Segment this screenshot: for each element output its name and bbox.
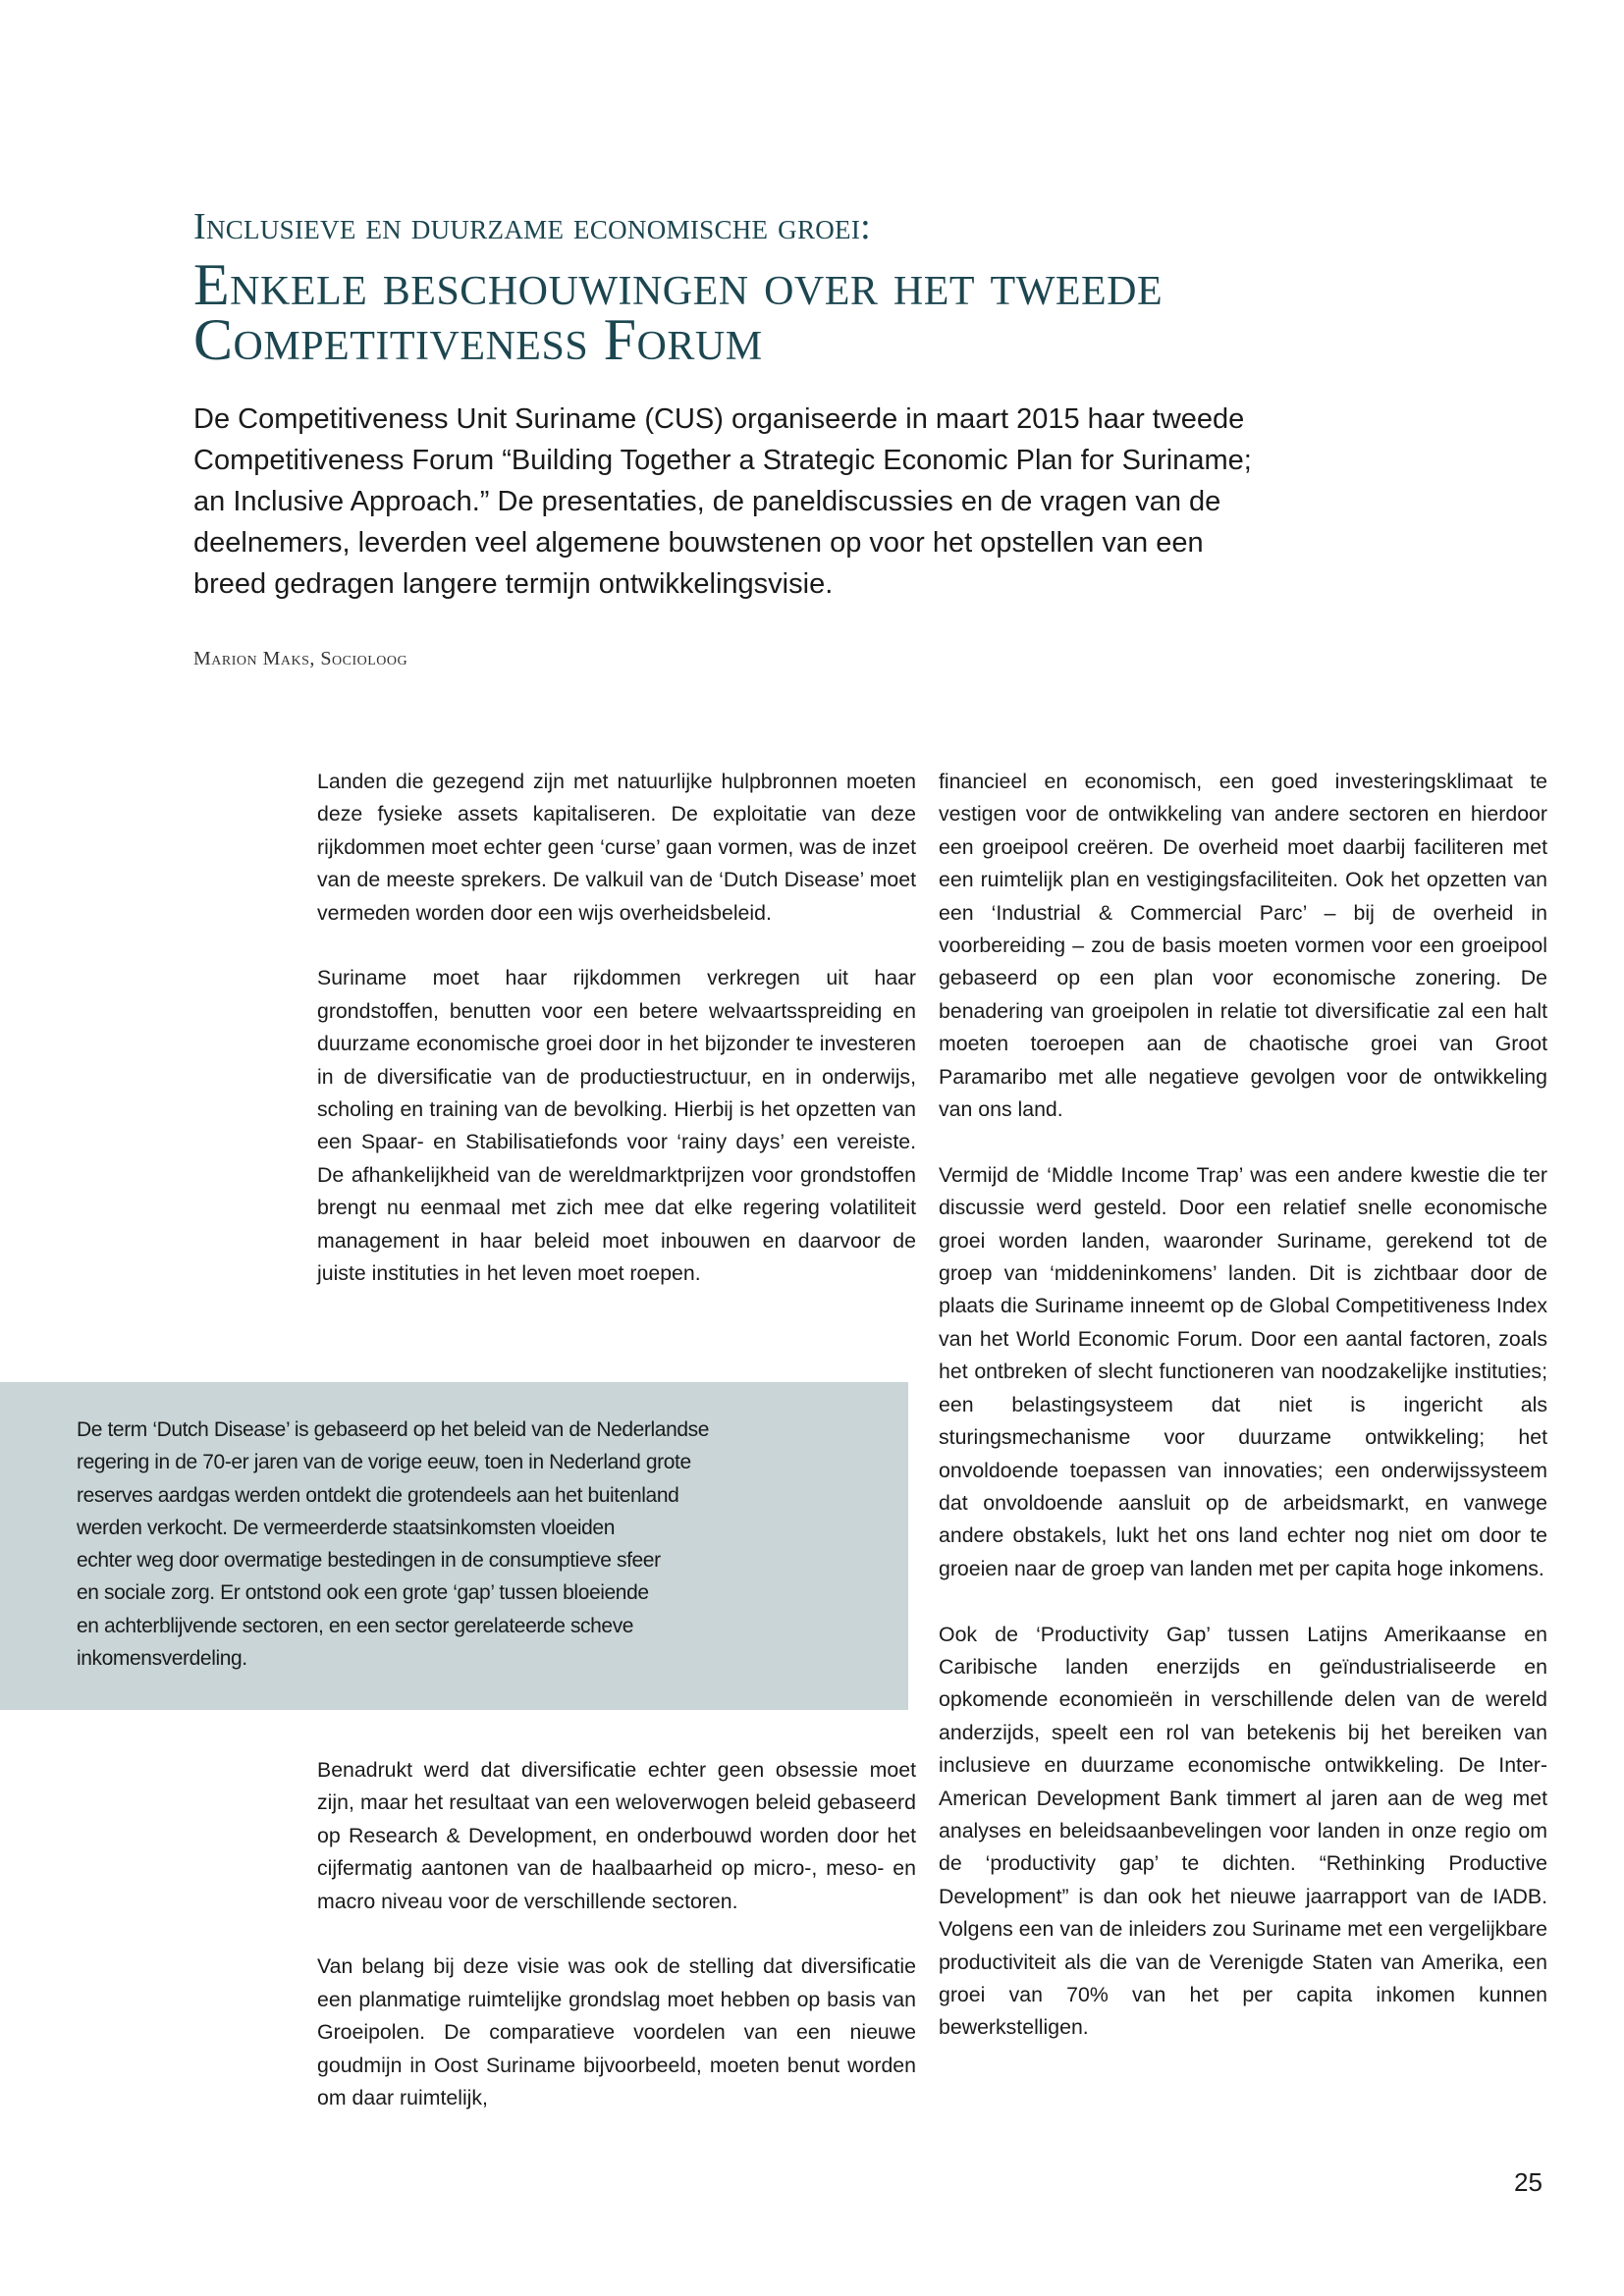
page-number: 25 — [1514, 2167, 1543, 2197]
right-column — [939, 766, 1547, 2077]
lead-line: an Inclusive Approach.” De presentaties, de paneldiscussies en de vragen van de — [193, 486, 1221, 517]
lead-line: breed gedragen langere termijn ontwikkelingsvisie. — [193, 568, 834, 600]
sidebar-line: regering in de 70-er jaren van de vorige eeuw, toen in Nederland grote — [77, 1451, 691, 1474]
body-paragraph: Van belang bij deze visie was ook de stelling dat diversificatie een planmatige ruimtelijke grondslag moet hebben op basis van Groeipolen. De comparatieve voordelen van een nieuwe goudmijn in Oost Suriname bijvoorbeeld, moeten benut worden om daar ruimtelijk, — [317, 1954, 916, 2110]
sidebar-line: werden verkocht. De vermeerderde staatsinkomsten vloeiden — [77, 1516, 615, 1539]
body-paragraph: Ook de ‘Productivity Gap’ tussen Latijns Amerikaanse en Caribische landen enerzijds en geïndustrialiseerde en opkomende economieën in verschillende delen van de wereld anderzijds, speelt een rol van betekenis bij het bereiken van inclusieve en duurzame economische ontwikkeling. De Inter-American Development Bank timmert al jaren aan de weg met analyses en beleidsaanbevelingen voor landen in onze regio om de ‘productivity gap’ te dichten. “Rethinking Productive Development” is dan ook het nieuwe jaarrapport van de IADB. Volgens een van de inleiders zou Suriname met een vergelijkbare productiviteit als die van de Verenigde Staten van Amerika, een groei van 70% van het per capita inkomen kunnen bewerkstelligen. — [939, 1622, 1547, 2040]
article-lead — [193, 399, 1252, 605]
body-paragraph: Benadrukt werd dat diversificatie echter geen obsessie moet zijn, maar het resultaat van een weloverwogen beleid gebaseerd op Research & Development, en onderbouwd worden door het cijfermatig aantonen van de haalbaarheid op micro-, meso- en macro niveau voor de verschillende sectoren. — [317, 1758, 916, 1913]
author-byline: Marion Maks, Socioloog — [193, 648, 408, 669]
sidebar-line: De term ‘Dutch Disease’ is gebaseerd op het beleid van de Nederlandse — [77, 1418, 710, 1441]
lead-line: De Competitiveness Unit Suriname (CUS) organiseerde in maart 2015 haar tweede — [193, 403, 1245, 435]
left-column-top — [317, 766, 916, 1323]
sidebar-line: inkomensverdeling. — [77, 1647, 247, 1671]
sidebar-text — [77, 1414, 842, 1675]
body-paragraph: Vermijd de ‘Middle Income Trap’ was een andere kwestie die ter discussie werd gesteld. Door een relatief snelle economische groei worden landen, waaronder Suriname, gerekend tot de groep van ‘middeninkomens’ landen. Dit is zichtbaar door de plaats die Suriname inneemt op de Global Competitiveness Index van het World Economic Forum. Door een aantal factoren, zoals het ontbreken of slecht functioneren van noodzakelijke instituties; een belastingsysteem dat niet is ingericht als sturingsmechanisme voor duurzame ontwikkeling; het onvoldoende toepassen van innovaties; een onderwijssysteem dat onvoldoende aansluit op de arbeidsmarkt, en vanwege andere obstakels, lukt het ons land echter nog niet om door te groeien naar de groep van landen met per capita hoge inkomens. — [939, 1162, 1547, 1580]
article-title-line: Competitiveness Forum — [193, 307, 763, 372]
body-paragraph: Landen die gezegend zijn met natuurlijke hulpbronnen moeten deze fysieke assets kapitaliseren. De exploitatie van deze rijkdommen moet echter geen ‘curse’ gaan vormen, was de inzet van de meeste sprekers. De valkuil van de ‘Dutch Disease’ moet vermeden worden door een wijs overheidsbeleid. — [317, 770, 916, 925]
lead-line: Competitiveness Forum “Building Together a Strategic Economic Plan for Suriname; — [193, 445, 1252, 476]
left-column-bottom — [317, 1754, 916, 2148]
article-title — [193, 252, 1164, 372]
sidebar-line: reserves aardgas werden ontdekt die grotendeels aan het buitenland — [77, 1483, 679, 1507]
article-kicker: Inclusieve en duurzame economische groei: — [193, 206, 871, 247]
lead-line: deelnemers, leverden veel algemene bouwstenen op voor het opstellen van een — [193, 527, 1204, 559]
article-title-line: Enkele beschouwingen over het tweede — [193, 252, 1164, 317]
sidebar-line: en sociale zorg. Er ontstond ook een grote ‘gap’ tussen bloeiende — [77, 1581, 649, 1605]
dutch-disease-sidebar-box — [0, 1382, 908, 1710]
sidebar-line: echter weg door overmatige bestedingen in de consumptieve sfeer — [77, 1549, 661, 1573]
sidebar-line: en achterblijvende sectoren, en een sector gerelateerde scheve — [77, 1614, 634, 1637]
body-paragraph: Suriname moet haar rijkdommen verkregen uit haar grondstoffen, benutten voor een betere welvaartsspreiding en duurzame economische groei door in het bijzonder te investeren in de diversificatie van de productiestructuur, en in onderwijs, scholing en training van de bevolking. Hierbij is het opzetten van een Spaar- en Stabilisatiefonds voor ‘rainy days’ een vereiste. De afhankelijkheid van de wereldmarktprijzen voor grondstoffen brengt nu eenmaal met zich mee dat elke regering volatiliteit management in haar beleid moet inbouwen en daarvoor de juiste instituties in het leven moet roepen. — [317, 966, 916, 1286]
body-paragraph: financieel en economisch, een goed investeringsklimaat te vestigen voor de ontwikkeling van andere sectoren en hierdoor een groeipool creëren. De overheid moet daarbij faciliteren met een ruimtelijk plan en vestigingsfaciliteiten. Ook het opzetten van een ‘Industrial & Commercial Parc’ – bij de overheid in voorbereiding – zou de basis moeten vormen voor een groeipool gebaseerd op een plan voor economische zonering. De benadering van groeipolen in relatie tot diversificatie zal een halt moeten toeroepen aan de chaotische groei van Groot Paramaribo met alle negatieve gevolgen voor de ontwikkeling van ons land. — [939, 770, 1547, 1122]
